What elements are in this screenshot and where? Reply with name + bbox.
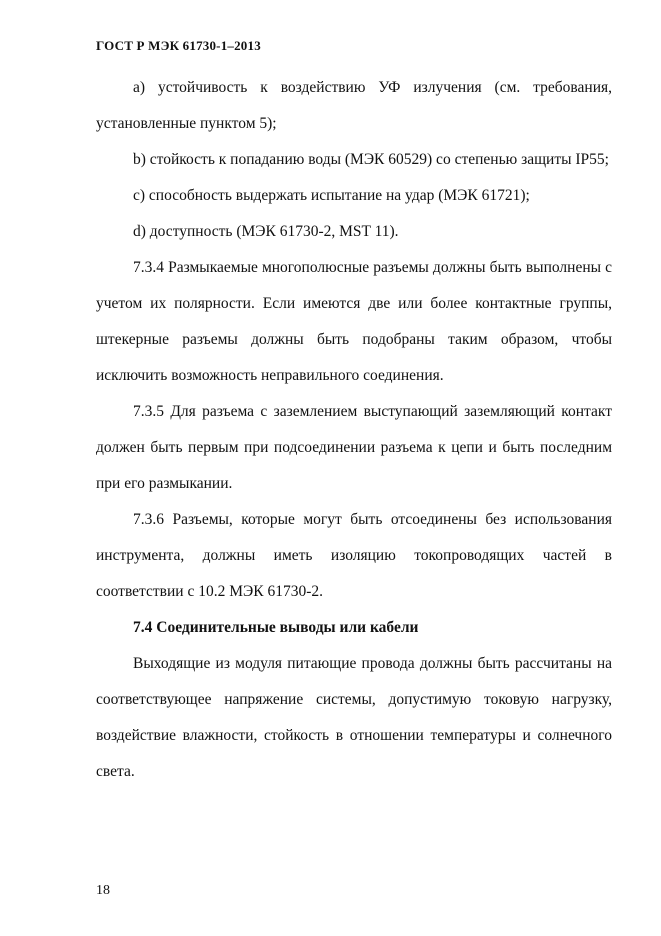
list-item-d: d) доступность (МЭК 61730-2, MST 11). [133, 223, 399, 240]
clause-7-3-4: 7.3.4 Размыкаемые многополюсные разъемы должны быть выполнены с учетом их полярности. Если имеются две или более контактные группы, штекерные разъемы должны быть подобраны таким образом, чтобы исключить возможность неправильного соединения. [96, 259, 612, 384]
document-header: ГОСТ Р МЭК 61730-1–2013 [96, 38, 261, 53]
list-item-b: b) стойкость к попаданию воды (МЭК 60529) со степенью защиты IP55; [133, 151, 609, 168]
list-item-c: с) способность выдержать испытание на удар (МЭК 61721); [133, 187, 530, 204]
section-heading-7-4: 7.4 Соединительные выводы или кабели [133, 619, 419, 636]
list-item-a: а) устойчивость к воздействию УФ излучения (см. требования, установленные пунктом 5); [96, 79, 612, 132]
clause-7-3-5: 7.3.5 Для разъема с заземлением выступающий заземляющий контакт должен быть первым при подсоединении разъема к цепи и быть последним при его размыкании. [96, 403, 612, 492]
page-number: 18 [96, 883, 110, 898]
clause-7-3-6: 7.3.6 Разъемы, которые могут быть отсоединены без использования инструмента, должны иметь изоляцию токопроводящих частей в соответствии с 10.2 МЭК 61730-2. [96, 511, 612, 600]
clause-7-4-body: Выходящие из модуля питающие провода должны быть рассчитаны на соответствующее напряжение системы, допустимую токовую нагрузку, воздействие влажности, стойкость в отношении температуры и солнечного света. [96, 655, 612, 780]
page-body [96, 70, 612, 790]
